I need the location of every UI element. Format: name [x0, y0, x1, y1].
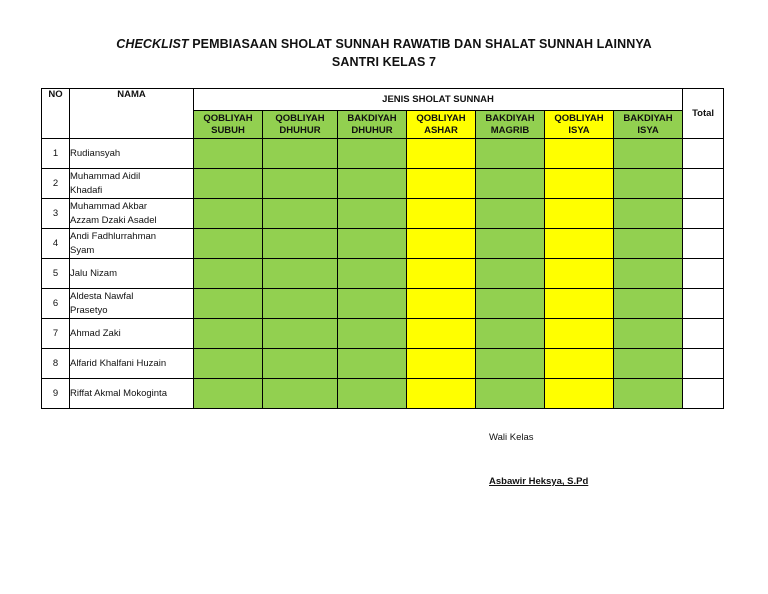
total-cell[interactable]	[683, 289, 724, 319]
total-cell[interactable]	[683, 229, 724, 259]
total-cell[interactable]	[683, 139, 724, 169]
check-cell[interactable]	[338, 229, 407, 259]
check-cell[interactable]	[545, 139, 614, 169]
header-column-6	[614, 111, 683, 139]
student-name	[70, 379, 194, 409]
student-name-line1: Riffat Akmal Mokoginta	[70, 387, 167, 399]
header-column-line2: ASHAR	[424, 124, 458, 136]
total-cell[interactable]	[683, 169, 724, 199]
table-row	[42, 289, 724, 319]
header-no: NO	[42, 89, 70, 139]
check-cell[interactable]	[614, 199, 683, 229]
document-title	[0, 37, 768, 51]
check-cell[interactable]	[407, 289, 476, 319]
check-cell[interactable]	[476, 289, 545, 319]
check-cell[interactable]	[338, 199, 407, 229]
header-column-0	[194, 111, 263, 139]
title-italic: CHECKLIST	[116, 37, 189, 51]
check-cell[interactable]	[263, 259, 338, 289]
check-cell[interactable]	[194, 229, 263, 259]
header-column-line1: BAKDIYAH	[347, 112, 397, 124]
total-cell[interactable]	[683, 319, 724, 349]
header-column-1	[263, 111, 338, 139]
check-cell[interactable]	[476, 229, 545, 259]
check-cell[interactable]	[407, 229, 476, 259]
header-column-line2: DHUHUR	[279, 124, 321, 136]
check-cell[interactable]	[476, 319, 545, 349]
student-name-line2: Azzam Dzaki Asadel	[70, 214, 157, 226]
student-name-line2: Prasetyo	[70, 304, 108, 316]
check-cell[interactable]	[614, 229, 683, 259]
header-column-line2: ISYA	[568, 124, 590, 136]
check-cell[interactable]	[476, 259, 545, 289]
check-cell[interactable]	[407, 199, 476, 229]
check-cell[interactable]	[545, 349, 614, 379]
check-cell[interactable]	[476, 379, 545, 409]
check-cell[interactable]	[338, 379, 407, 409]
student-name-line2: Syam	[70, 244, 95, 256]
check-cell[interactable]	[194, 379, 263, 409]
table-row	[42, 259, 724, 289]
check-cell[interactable]	[545, 199, 614, 229]
student-name-line1: Aldesta Nawfal	[70, 290, 134, 302]
table-row	[42, 169, 724, 199]
table-row	[42, 139, 724, 169]
check-cell[interactable]	[263, 229, 338, 259]
check-cell[interactable]	[545, 289, 614, 319]
header-column-2	[338, 111, 407, 139]
header-column-line1: QOBLIYAH	[554, 112, 604, 124]
check-cell[interactable]	[545, 259, 614, 289]
table-row	[42, 319, 724, 349]
check-cell[interactable]	[614, 169, 683, 199]
check-cell[interactable]	[263, 139, 338, 169]
student-name-line1: Ahmad Zaki	[70, 327, 121, 339]
check-cell[interactable]	[194, 139, 263, 169]
row-number: 9	[42, 379, 70, 409]
student-name	[70, 139, 194, 169]
table-row	[42, 199, 724, 229]
check-cell[interactable]	[614, 379, 683, 409]
header-column-line1: BAKDIYAH	[485, 112, 535, 124]
check-cell[interactable]	[614, 319, 683, 349]
total-cell[interactable]	[683, 199, 724, 229]
student-name	[70, 289, 194, 319]
checklist-table	[41, 88, 724, 409]
total-cell[interactable]	[683, 349, 724, 379]
check-cell[interactable]	[194, 319, 263, 349]
check-cell[interactable]	[194, 289, 263, 319]
check-cell[interactable]	[545, 319, 614, 349]
check-cell[interactable]	[545, 169, 614, 199]
check-cell[interactable]	[194, 349, 263, 379]
student-name	[70, 229, 194, 259]
table-row	[42, 349, 724, 379]
signature-label: Wali Kelas	[489, 432, 534, 443]
header-column-5	[545, 111, 614, 139]
row-number: 5	[42, 259, 70, 289]
header-column-line2: DHUHUR	[351, 124, 393, 136]
check-cell[interactable]	[614, 289, 683, 319]
signature-name: Asbawir Heksya, S.Pd	[489, 476, 589, 487]
student-name	[70, 259, 194, 289]
check-cell[interactable]	[614, 259, 683, 289]
check-cell[interactable]	[338, 289, 407, 319]
check-cell[interactable]	[407, 139, 476, 169]
check-cell[interactable]	[338, 169, 407, 199]
table-row	[42, 379, 724, 409]
total-cell[interactable]	[683, 259, 724, 289]
header-column-line2: MAGRIB	[490, 124, 530, 136]
document-subtitle: SANTRI KELAS 7	[331, 55, 437, 69]
check-cell[interactable]	[194, 169, 263, 199]
student-name	[70, 169, 194, 199]
header-total: Total	[683, 89, 724, 139]
header-column-line1: BAKDIYAH	[623, 112, 673, 124]
row-number: 6	[42, 289, 70, 319]
title-rest: PEMBIASAAN SHOLAT SUNNAH RAWATIB DAN SHALAT SUNNAH LAINNYA	[188, 37, 652, 51]
header-column-4	[476, 111, 545, 139]
check-cell[interactable]	[476, 199, 545, 229]
table-row	[42, 229, 724, 259]
check-cell[interactable]	[476, 349, 545, 379]
check-cell[interactable]	[407, 379, 476, 409]
check-cell[interactable]	[407, 259, 476, 289]
student-name-line1: Muhammad Akbar	[70, 200, 148, 212]
row-number: 7	[42, 319, 70, 349]
check-cell[interactable]	[545, 229, 614, 259]
row-number: 1	[42, 139, 70, 169]
student-name-line2: Khadafi	[70, 184, 103, 196]
header-column-line1: QOBLIYAH	[275, 112, 325, 124]
header-nama: NAMA	[70, 89, 194, 139]
header-column-line1: QOBLIYAH	[203, 112, 253, 124]
check-cell[interactable]	[263, 169, 338, 199]
total-cell[interactable]	[683, 379, 724, 409]
student-name	[70, 349, 194, 379]
check-cell[interactable]	[614, 349, 683, 379]
check-cell[interactable]	[545, 379, 614, 409]
header-jenis-sholat: JENIS SHOLAT SUNNAH	[194, 89, 683, 111]
header-column-line2: SUBUH	[211, 124, 245, 136]
row-number: 4	[42, 229, 70, 259]
check-cell[interactable]	[338, 319, 407, 349]
student-name-line1: Jalu Nizam	[70, 267, 117, 279]
student-name-line1: Muhammad Aidil	[70, 170, 141, 182]
check-cell[interactable]	[614, 139, 683, 169]
check-cell[interactable]	[194, 259, 263, 289]
check-cell[interactable]	[263, 289, 338, 319]
check-cell[interactable]	[407, 349, 476, 379]
check-cell[interactable]	[338, 349, 407, 379]
student-name-line1: Rudiansyah	[70, 147, 121, 159]
row-number: 2	[42, 169, 70, 199]
check-cell[interactable]	[407, 169, 476, 199]
check-cell[interactable]	[476, 139, 545, 169]
row-number: 3	[42, 199, 70, 229]
student-name-line1: Alfarid Khalfani Huzain	[70, 357, 167, 369]
row-number: 8	[42, 349, 70, 379]
student-name	[70, 199, 194, 229]
check-cell[interactable]	[263, 199, 338, 229]
check-cell[interactable]	[338, 259, 407, 289]
check-cell[interactable]	[407, 319, 476, 349]
check-cell[interactable]	[263, 349, 338, 379]
header-column-line2: ISYA	[637, 124, 659, 136]
header-column-line1: QOBLIYAH	[416, 112, 466, 124]
check-cell[interactable]	[338, 139, 407, 169]
header-column-3	[407, 111, 476, 139]
student-name	[70, 319, 194, 349]
check-cell[interactable]	[263, 379, 338, 409]
check-cell[interactable]	[263, 319, 338, 349]
check-cell[interactable]	[194, 199, 263, 229]
student-name-line1: Andi Fadhlurrahman	[70, 230, 157, 242]
check-cell[interactable]	[476, 169, 545, 199]
